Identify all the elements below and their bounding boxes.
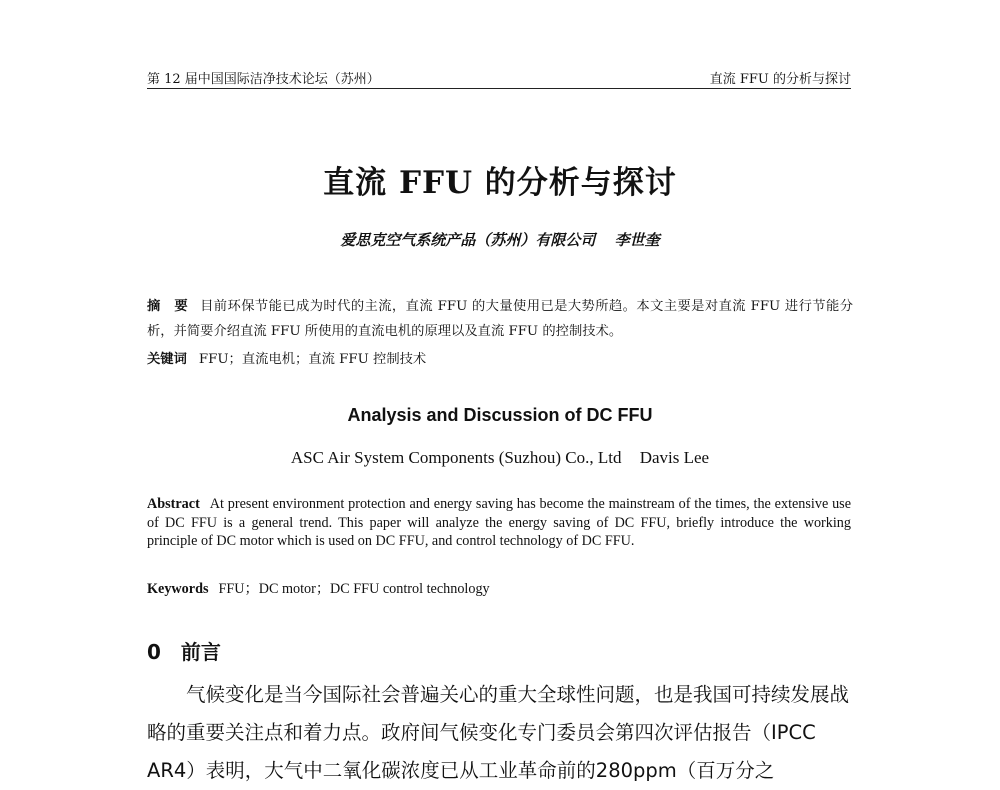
- affiliation-cn-author: 李世奎: [614, 231, 660, 249]
- keywords-en-text: FFU；DC motor；DC FFU control technology: [218, 581, 490, 597]
- affiliation-en: [0, 448, 1000, 468]
- keywords-en-label: Keywords: [147, 581, 209, 597]
- section-number: 0: [147, 640, 161, 664]
- running-header-right: 直流 FFU 的分析与探讨: [709, 72, 851, 87]
- keywords-en: [147, 578, 490, 598]
- abstract-en-text: At present environment protection and energy saving has become the mainstream of the times, the extensive use of DC FFU is a general trend. This paper will analyze the energy saving of DC FFU, briefly introduce the working principle of DC motor which is used on DC FFU, and control technology of DC FFU.: [147, 496, 851, 549]
- affiliation-en-company: ASC Air System Components (Suzhou) Co., Ltd: [290, 448, 622, 467]
- keywords-cn-text: FFU；直流电机；直流 FFU 控制技术: [198, 352, 427, 367]
- keywords-cn: [147, 348, 426, 367]
- affiliation-cn-company: 爱思克空气系统产品（苏州）有限公司: [340, 231, 596, 249]
- affiliation-cn: [0, 229, 1000, 250]
- abstract-cn: [147, 294, 853, 344]
- abstract-en-label: Abstract: [147, 496, 200, 512]
- section-heading: [147, 636, 221, 665]
- abstract-cn-text: 目前环保节能已成为时代的主流，直流 FFU 的大量使用已是大势所趋。本文主要是对直流 FFU 进行节能分析，并简要介绍直流 FFU 所使用的直流电机的原理以及直流 FFU 的控制技术。: [147, 299, 853, 339]
- body-paragraph: [147, 676, 853, 790]
- body-paragraph-text: 气候变化是当今国际社会普遍关心的重大全球性问题，也是我国可持续发展战略的重要关注点和着力点。政府间气候变化专门委员会第四次评估报告（IPCC AR4）表明，大气中二氧化碳浓度已从工业革命前的280ppm（百万分之: [147, 683, 850, 782]
- paper-title-en: Analysis and Discussion of DC FFU: [347, 405, 653, 425]
- keywords-cn-label: 关键词: [147, 352, 187, 367]
- section-title: 前言: [180, 640, 221, 664]
- running-header: [147, 66, 851, 89]
- affiliation-en-author: Davis Lee: [639, 448, 710, 467]
- running-header-left: 第 12 届中国国际洁净技术论坛（苏州）: [147, 72, 380, 87]
- abstract-cn-label: 摘 要: [147, 299, 189, 314]
- paper-title: 直流 FFU 的分析与探讨: [323, 165, 677, 201]
- abstract-en: [147, 495, 851, 551]
